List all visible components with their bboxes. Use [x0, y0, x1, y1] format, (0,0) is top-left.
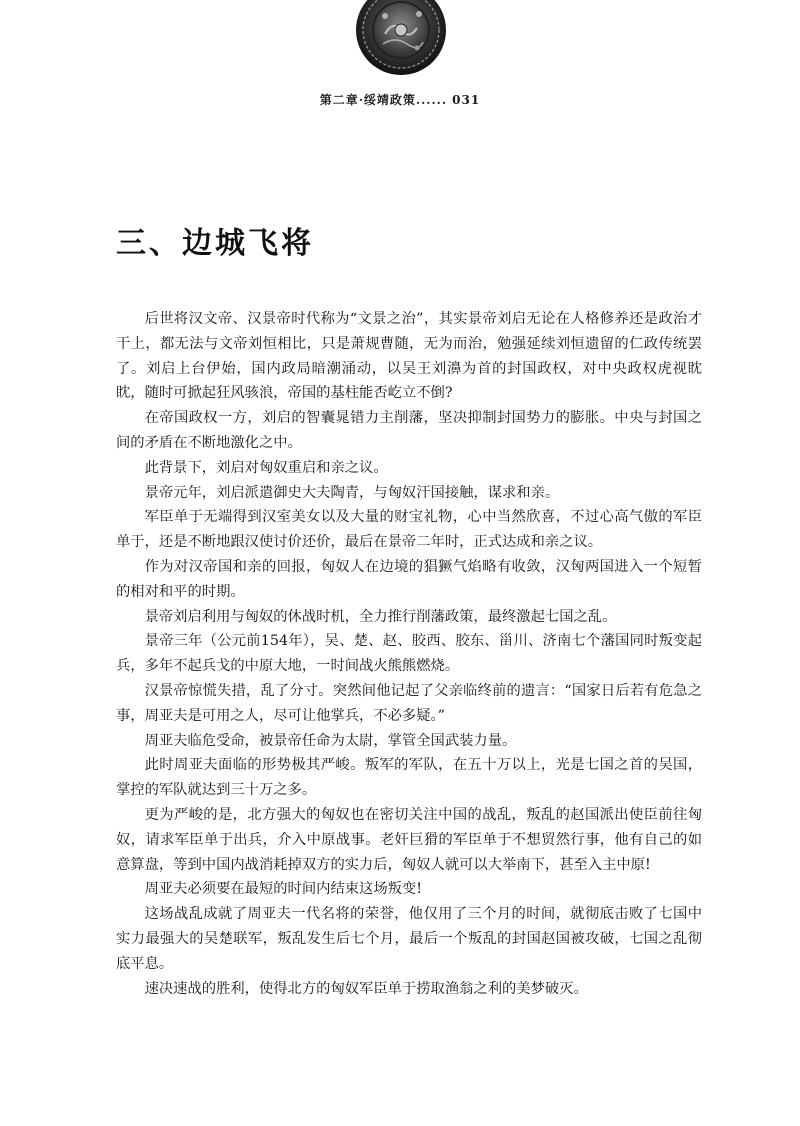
body-text [116, 307, 702, 1001]
paragraph: 这场战乱成就了周亚夫一代名将的荣誉，他仅用了三个月的时间，就彻底击败了七国中实力最强大的吴楚联军，叛乱发生后七个月，最后一个叛乱的封国赵国被攻破，七国之乱彻底平息。 [116, 906, 702, 972]
decorative-bronze-medallion [355, 0, 447, 76]
paragraph: 军臣单于无端得到汉室美女以及大量的财宝礼物，心中当然欣喜，不过心高气傲的军臣单于，还是不断地跟汉使讨价还价，最后在景帝二年时，正式达成和亲之议。 [116, 509, 702, 551]
paragraph: 汉景帝惊慌失措，乱了分寸。突然间他记起了父亲临终前的遗言：“国家日后若有危急之事，周亚夫是可用之人，尽可让他掌兵，不必多疑。” [116, 682, 702, 724]
paragraph: 周亚夫临危受命，被景帝任命为太尉，掌管全国武装力量。 [144, 732, 517, 749]
paragraph: 景帝三年（公元前154年），吴、楚、赵、胶西、胶东、甾川、济南七个藩国同时叛变起兵，多年不起兵戈的中原大地，一时间战火熊熊燃烧。 [116, 633, 702, 675]
paragraph: 在帝国政权一方，刘启的智囊晁错力主削藩，坚决抑制封国势力的膨胀。中央与封国之间的矛盾在不断地激化之中。 [116, 410, 702, 451]
paragraph: 景帝刘启利用与匈奴的休战时机，全力推行削藩政策，最终激起七国之乱。 [144, 608, 617, 625]
paragraph: 此时周亚夫面临的形势极其严峻。叛军的军队，在五十万以上，光是七国之首的吴国，掌控的军队就达到三十万之多。 [116, 757, 702, 799]
section-title: 三、边城飞将 [116, 226, 314, 261]
paragraph: 周亚夫必须要在最短的时间内结束这场叛变! [144, 881, 422, 898]
running-header: 第二章·绥靖政策...... 031 [319, 93, 481, 107]
paragraph: 此背景下，刘启对匈奴重启和亲之议。 [144, 459, 388, 476]
paragraph: 速决速战的胜利，使得北方的匈奴军臣单于捞取渔翁之利的美梦破灭。 [144, 980, 588, 997]
paragraph: 景帝元年，刘启派遣御史大夫陶青，与匈奴汗国接触，谋求和亲。 [144, 484, 560, 501]
paragraph: 作为对汉帝国和亲的回报，匈奴人在边境的猖獗气焰略有收敛，汉匈两国进入一个短暂的相对和平的时期。 [116, 558, 702, 600]
paragraph: 后世将汉文帝、汉景帝时代称为“文景之治”，其实景帝刘启无论在人格修养还是政治才干上，都无法与文帝刘恒相比，只是萧规曹随，无为而治，勉强延续刘恒遗留的仁政传统罢了。刘启上台伊始，国内政局暗潮涌动，以吴王刘濞为首的封国政权，对中央政权虎视眈眈，随时可掀起狂风骇浪，帝国的基柱能否屹立不倒? [116, 311, 702, 402]
paragraph: 更为严峻的是，北方强大的匈奴也在密切关注中国的战乱，叛乱的赵国派出使臣前往匈奴，请求军臣单于出兵，介入中原战事。老奸巨猾的军臣单于不想贸然行事，他有自己的如意算盘，等到中国内战消耗掉双方的实力后，匈奴人就可以大举南下，甚至入主中原! [116, 806, 702, 873]
